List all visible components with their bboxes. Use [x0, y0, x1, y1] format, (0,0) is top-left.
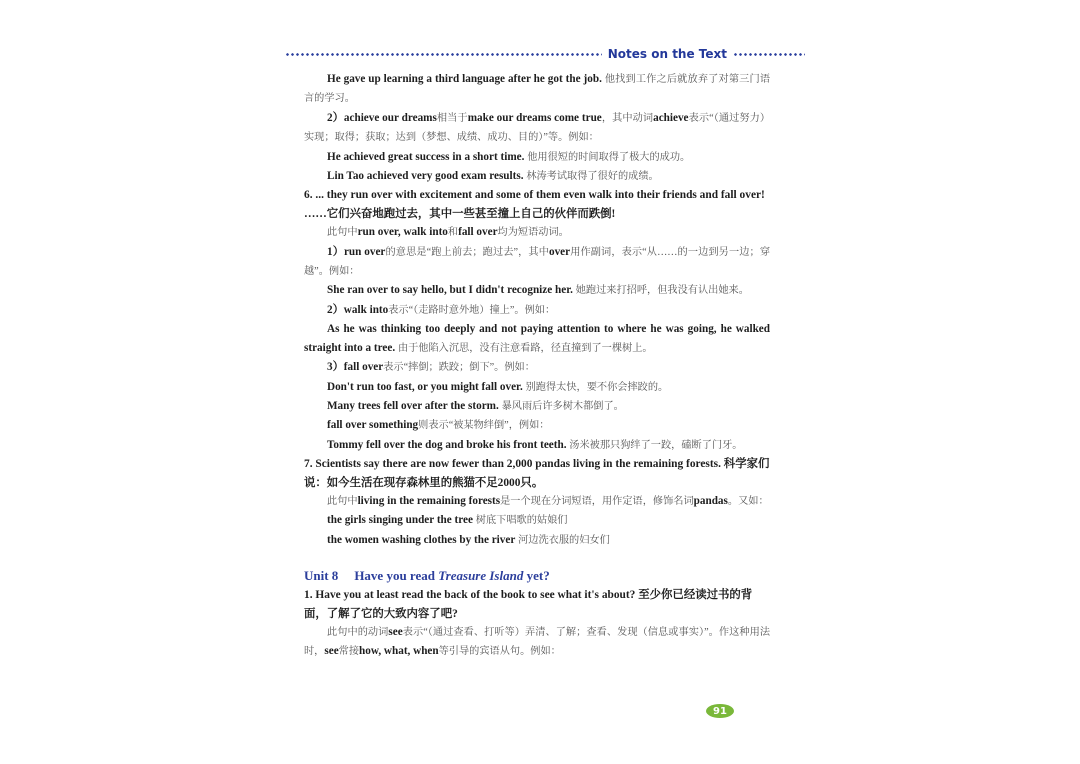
- example-sentence: She ran over to say hello, but I didn't recognize her. 她跑过来打招呼，但我没有认出她来。: [327, 284, 749, 297]
- page-number-badge: 91: [706, 704, 734, 718]
- running-header: [285, 46, 805, 62]
- note-heading-7: 7. Scientists say there are now fewer than 2,000 pandas living in the remaining forests. 科学家们说：如今生活在现存森林里的熊猫不足2000只。: [304, 458, 770, 489]
- example-sentence: He gave up learning a third language after he got the job. 他找到工作之后就放弃了对第三门语言的学习。: [304, 73, 771, 105]
- example-sentence: As he was thinking too deeply and not paying attention to where he was going, he walked straight into a tree. 由于他陷入沉思，没有注意看路，径直撞到了一棵树上。: [304, 323, 770, 354]
- unit-heading: Unit 8 Have you read Treasure Island yet?: [304, 568, 550, 584]
- example-sentence: He achieved great success in a short time. 他用很短的时间取得了极大的成功。: [327, 150, 691, 163]
- example-sentence: Many trees fell over after the storm. 暴风雨后许多树木都倒了。: [327, 399, 624, 412]
- header-title: Notes on the Text: [607, 47, 727, 61]
- note-heading-1: 1. Have you at least read the back of the book to see what it's about? 至少你已经读过书的背面，了解了它的大致内容了吧?: [304, 589, 753, 620]
- note-paragraph: 此句中的动词see表示“（通过查看、打听等）弄清、了解；查看、发现（信息或事实）”。作这种用法时，see常接how, what, when等引导的宾语从句。例如：: [304, 625, 771, 658]
- note-paragraph: 此句中living in the remaining forests是一个现在分词短语，用作定语，修饰名词pandas。又如：: [327, 494, 769, 507]
- page-body: [304, 70, 770, 662]
- example-sentence: Don't run too fast, or you might fall over. 别跑得太快，要不你会摔跤的。: [327, 380, 669, 393]
- dotted-rule-right: [733, 53, 805, 56]
- note-fall-over-something: fall over something则表示“被某物绊倒”，例如：: [327, 419, 550, 432]
- note-achieve: 2）achieve our dreams相当于make our dreams come true，其中动词achieve表示“（通过努力）实现；取得；获取；达到（梦想、成绩、成功、目的）”等。例如：: [304, 111, 771, 144]
- note-fall-over: 3）fall over表示“摔倒；跌跤；倒下”。例如：: [327, 361, 535, 374]
- note-heading-6: 6. ... they run over with excitement and some of them even walk into their friends and fall over! ……它们兴奋地跑过去，其中一些甚至撞上自己的伙伴而跌倒!: [304, 189, 765, 220]
- note-paragraph: 此句中run over, walk into和fall over均为短语动词。: [327, 226, 569, 239]
- note-walk-into: 2）walk into表示“（走路时意外地）撞上”。例如：: [327, 303, 556, 316]
- note-run-over: 1）run over的意思是“跑上前去；跑过去”，其中over用作副词，表示“从……的一边到另一边；穿越”。例如：: [304, 245, 771, 278]
- example-phrase: the girls singing under the tree 树底下唱歌的姑娘们: [327, 514, 568, 527]
- example-sentence: Lin Tao achieved very good exam results. 林涛考试取得了很好的成绩。: [327, 170, 659, 183]
- example-sentence: Tommy fell over the dog and broke his front teeth. 汤米被那只狗绊了一跤，磕断了门牙。: [327, 438, 743, 451]
- dotted-rule-left: [285, 53, 602, 56]
- example-phrase: the women washing clothes by the river 河边洗衣服的妇女们: [327, 533, 610, 546]
